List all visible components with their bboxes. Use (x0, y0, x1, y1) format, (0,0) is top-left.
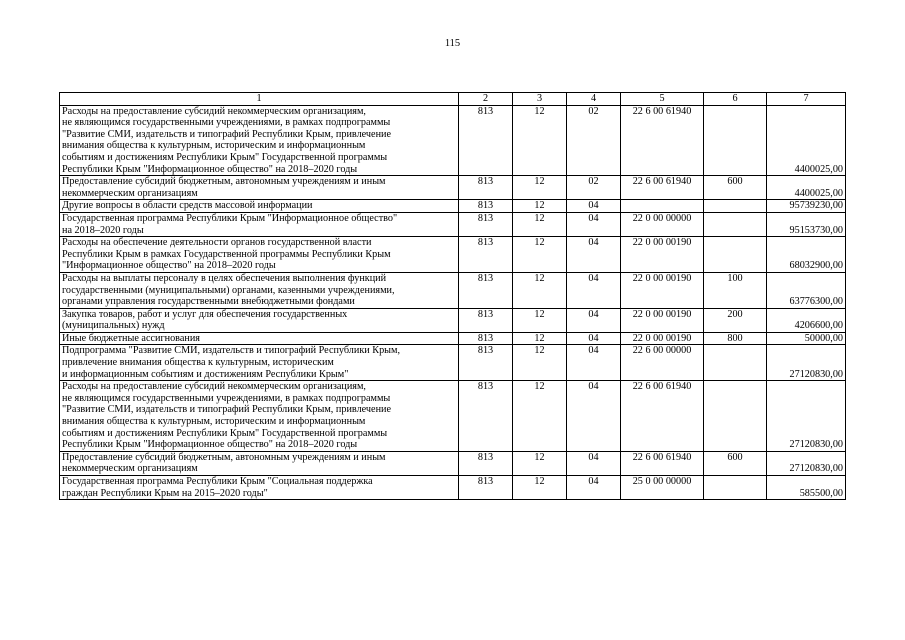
row-subsection-cell: 04 (567, 476, 621, 500)
row-amount-cell: 68032900,00 (767, 237, 846, 273)
table-row (60, 476, 846, 500)
row-target-article-cell: 22 6 00 61940 (621, 105, 704, 176)
row-name-cell: Другие вопросы в области средств массовой информации (60, 200, 459, 213)
row-expense-type-cell: 100 (704, 272, 767, 308)
budget-table (59, 92, 846, 500)
row-subsection-cell: 04 (567, 381, 621, 452)
table-row (60, 105, 846, 176)
row-code-cell: 813 (459, 332, 513, 345)
row-target-article-cell: 22 0 00 00190 (621, 308, 704, 332)
row-amount-cell: 63776300,00 (767, 272, 846, 308)
row-name-cell: Закупка товаров, работ и услуг для обеспечения государственных (муниципальных) нужд (60, 308, 459, 332)
row-target-article-cell: 22 6 00 00000 (621, 345, 704, 381)
row-target-article-cell: 25 0 00 00000 (621, 476, 704, 500)
row-expense-type-cell (704, 200, 767, 213)
page-number: 115 (444, 38, 461, 49)
row-amount-cell: 27120830,00 (767, 451, 846, 475)
row-subsection-cell: 04 (567, 332, 621, 345)
row-expense-type-cell (704, 237, 767, 273)
row-name-cell: Предоставление субсидий бюджетным, автономным учреждениям и иным некоммерческим организациям (60, 176, 459, 200)
row-target-article-cell: 22 6 00 61940 (621, 451, 704, 475)
row-amount-cell: 95739230,00 (767, 200, 846, 213)
row-code-cell: 813 (459, 381, 513, 452)
row-subsection-cell: 04 (567, 345, 621, 381)
row-target-article-cell: 22 6 00 61940 (621, 381, 704, 452)
row-expense-type-cell (704, 345, 767, 381)
row-target-article-cell: 22 0 00 00000 (621, 212, 704, 236)
table-row (60, 451, 846, 475)
row-amount-cell: 27120830,00 (767, 345, 846, 381)
row-subsection-cell: 04 (567, 451, 621, 475)
column-header: 5 (621, 93, 704, 106)
row-subsection-cell: 04 (567, 200, 621, 213)
row-amount-cell: 4400025,00 (767, 176, 846, 200)
row-subsection-cell: 04 (567, 212, 621, 236)
row-section-cell: 12 (513, 237, 567, 273)
row-target-article-cell: 22 0 00 00190 (621, 332, 704, 345)
row-name-cell: Расходы на выплаты персоналу в целях обеспечения выполнения функций государственными (муниципальными) органами, казенными учреждениями, органами управления государственными внебюджетными фондами (60, 272, 459, 308)
row-name-cell: Подпрограмма "Развитие СМИ, издательств и типографий Республики Крым, привлечение внимания общества к культурным, историческим и информационным событиям и достижениям Республики Крым" (60, 345, 459, 381)
row-target-article-cell (621, 200, 704, 213)
row-code-cell: 813 (459, 272, 513, 308)
row-name-cell: Иные бюджетные ассигнования (60, 332, 459, 345)
row-subsection-cell: 02 (567, 176, 621, 200)
row-section-cell: 12 (513, 200, 567, 213)
row-name-cell: Государственная программа Республики Крым "Информационное общество" на 2018–2020 годы (60, 212, 459, 236)
row-name-cell: Расходы на обеспечение деятельности органов государственной власти Республики Крым в рамках Государственной программы Республики Крым "Информационное общество" на 2018–2020 годы (60, 237, 459, 273)
table-row (60, 308, 846, 332)
row-expense-type-cell: 600 (704, 176, 767, 200)
column-header: 1 (60, 93, 459, 106)
row-section-cell: 12 (513, 308, 567, 332)
row-section-cell: 12 (513, 381, 567, 452)
row-amount-cell: 4206600,00 (767, 308, 846, 332)
row-code-cell: 813 (459, 476, 513, 500)
table-row (60, 176, 846, 200)
row-amount-cell: 50000,00 (767, 332, 846, 345)
row-code-cell: 813 (459, 212, 513, 236)
row-expense-type-cell: 800 (704, 332, 767, 345)
row-amount-cell: 95153730,00 (767, 212, 846, 236)
row-code-cell: 813 (459, 105, 513, 176)
row-section-cell: 12 (513, 345, 567, 381)
row-name-cell: Расходы на предоставление субсидий некоммерческим организациям, не являющимся государственными учреждениями, в рамках подпрограммы "Развитие СМИ, издательств и типографий Республики Крым, привлечение внимания общества к культурным, историческим и информационным событиям и достижениям Республики Крым" Государственной программы Республики Крым "Информационное общество" на 2018–2020 годы (60, 381, 459, 452)
column-header: 3 (513, 93, 567, 106)
row-section-cell: 12 (513, 272, 567, 308)
column-header: 6 (704, 93, 767, 106)
row-section-cell: 12 (513, 176, 567, 200)
column-header: 7 (767, 93, 846, 106)
row-amount-cell: 4400025,00 (767, 105, 846, 176)
table-row (60, 272, 846, 308)
row-subsection-cell: 02 (567, 105, 621, 176)
row-subsection-cell: 04 (567, 272, 621, 308)
row-expense-type-cell: 200 (704, 308, 767, 332)
table-row (60, 200, 846, 213)
row-section-cell: 12 (513, 476, 567, 500)
column-header: 2 (459, 93, 513, 106)
header-row (60, 93, 846, 106)
column-header: 4 (567, 93, 621, 106)
row-name-cell: Расходы на предоставление субсидий некоммерческим организациям, не являющимся государственными учреждениями, в рамках подпрограммы "Развитие СМИ, издательств и типографий Республики Крым, привлечение внимания общества к культурным, историческим и информационным событиям и достижениям Республики Крым" Государственной программы Республики Крым "Информационное общество" на 2018–2020 годы (60, 105, 459, 176)
table-row (60, 345, 846, 381)
row-name-cell: Предоставление субсидий бюджетным, автономным учреждениям и иным некоммерческим организациям (60, 451, 459, 475)
row-code-cell: 813 (459, 176, 513, 200)
row-expense-type-cell: 600 (704, 451, 767, 475)
row-target-article-cell: 22 6 00 61940 (621, 176, 704, 200)
table-row (60, 381, 846, 452)
row-section-cell: 12 (513, 105, 567, 176)
table-row (60, 212, 846, 236)
row-target-article-cell: 22 0 00 00190 (621, 272, 704, 308)
row-target-article-cell: 22 0 00 00190 (621, 237, 704, 273)
row-section-cell: 12 (513, 332, 567, 345)
row-code-cell: 813 (459, 308, 513, 332)
row-expense-type-cell (704, 381, 767, 452)
row-code-cell: 813 (459, 451, 513, 475)
table-row (60, 332, 846, 345)
row-code-cell: 813 (459, 345, 513, 381)
row-name-cell: Государственная программа Республики Крым "Социальная поддержка граждан Республики Крым на 2015–2020 годы" (60, 476, 459, 500)
row-section-cell: 12 (513, 212, 567, 236)
table-row (60, 237, 846, 273)
row-section-cell: 12 (513, 451, 567, 475)
row-expense-type-cell (704, 476, 767, 500)
row-code-cell: 813 (459, 200, 513, 213)
row-expense-type-cell (704, 212, 767, 236)
row-amount-cell: 585500,00 (767, 476, 846, 500)
row-code-cell: 813 (459, 237, 513, 273)
row-amount-cell: 27120830,00 (767, 381, 846, 452)
row-expense-type-cell (704, 105, 767, 176)
row-subsection-cell: 04 (567, 308, 621, 332)
row-subsection-cell: 04 (567, 237, 621, 273)
